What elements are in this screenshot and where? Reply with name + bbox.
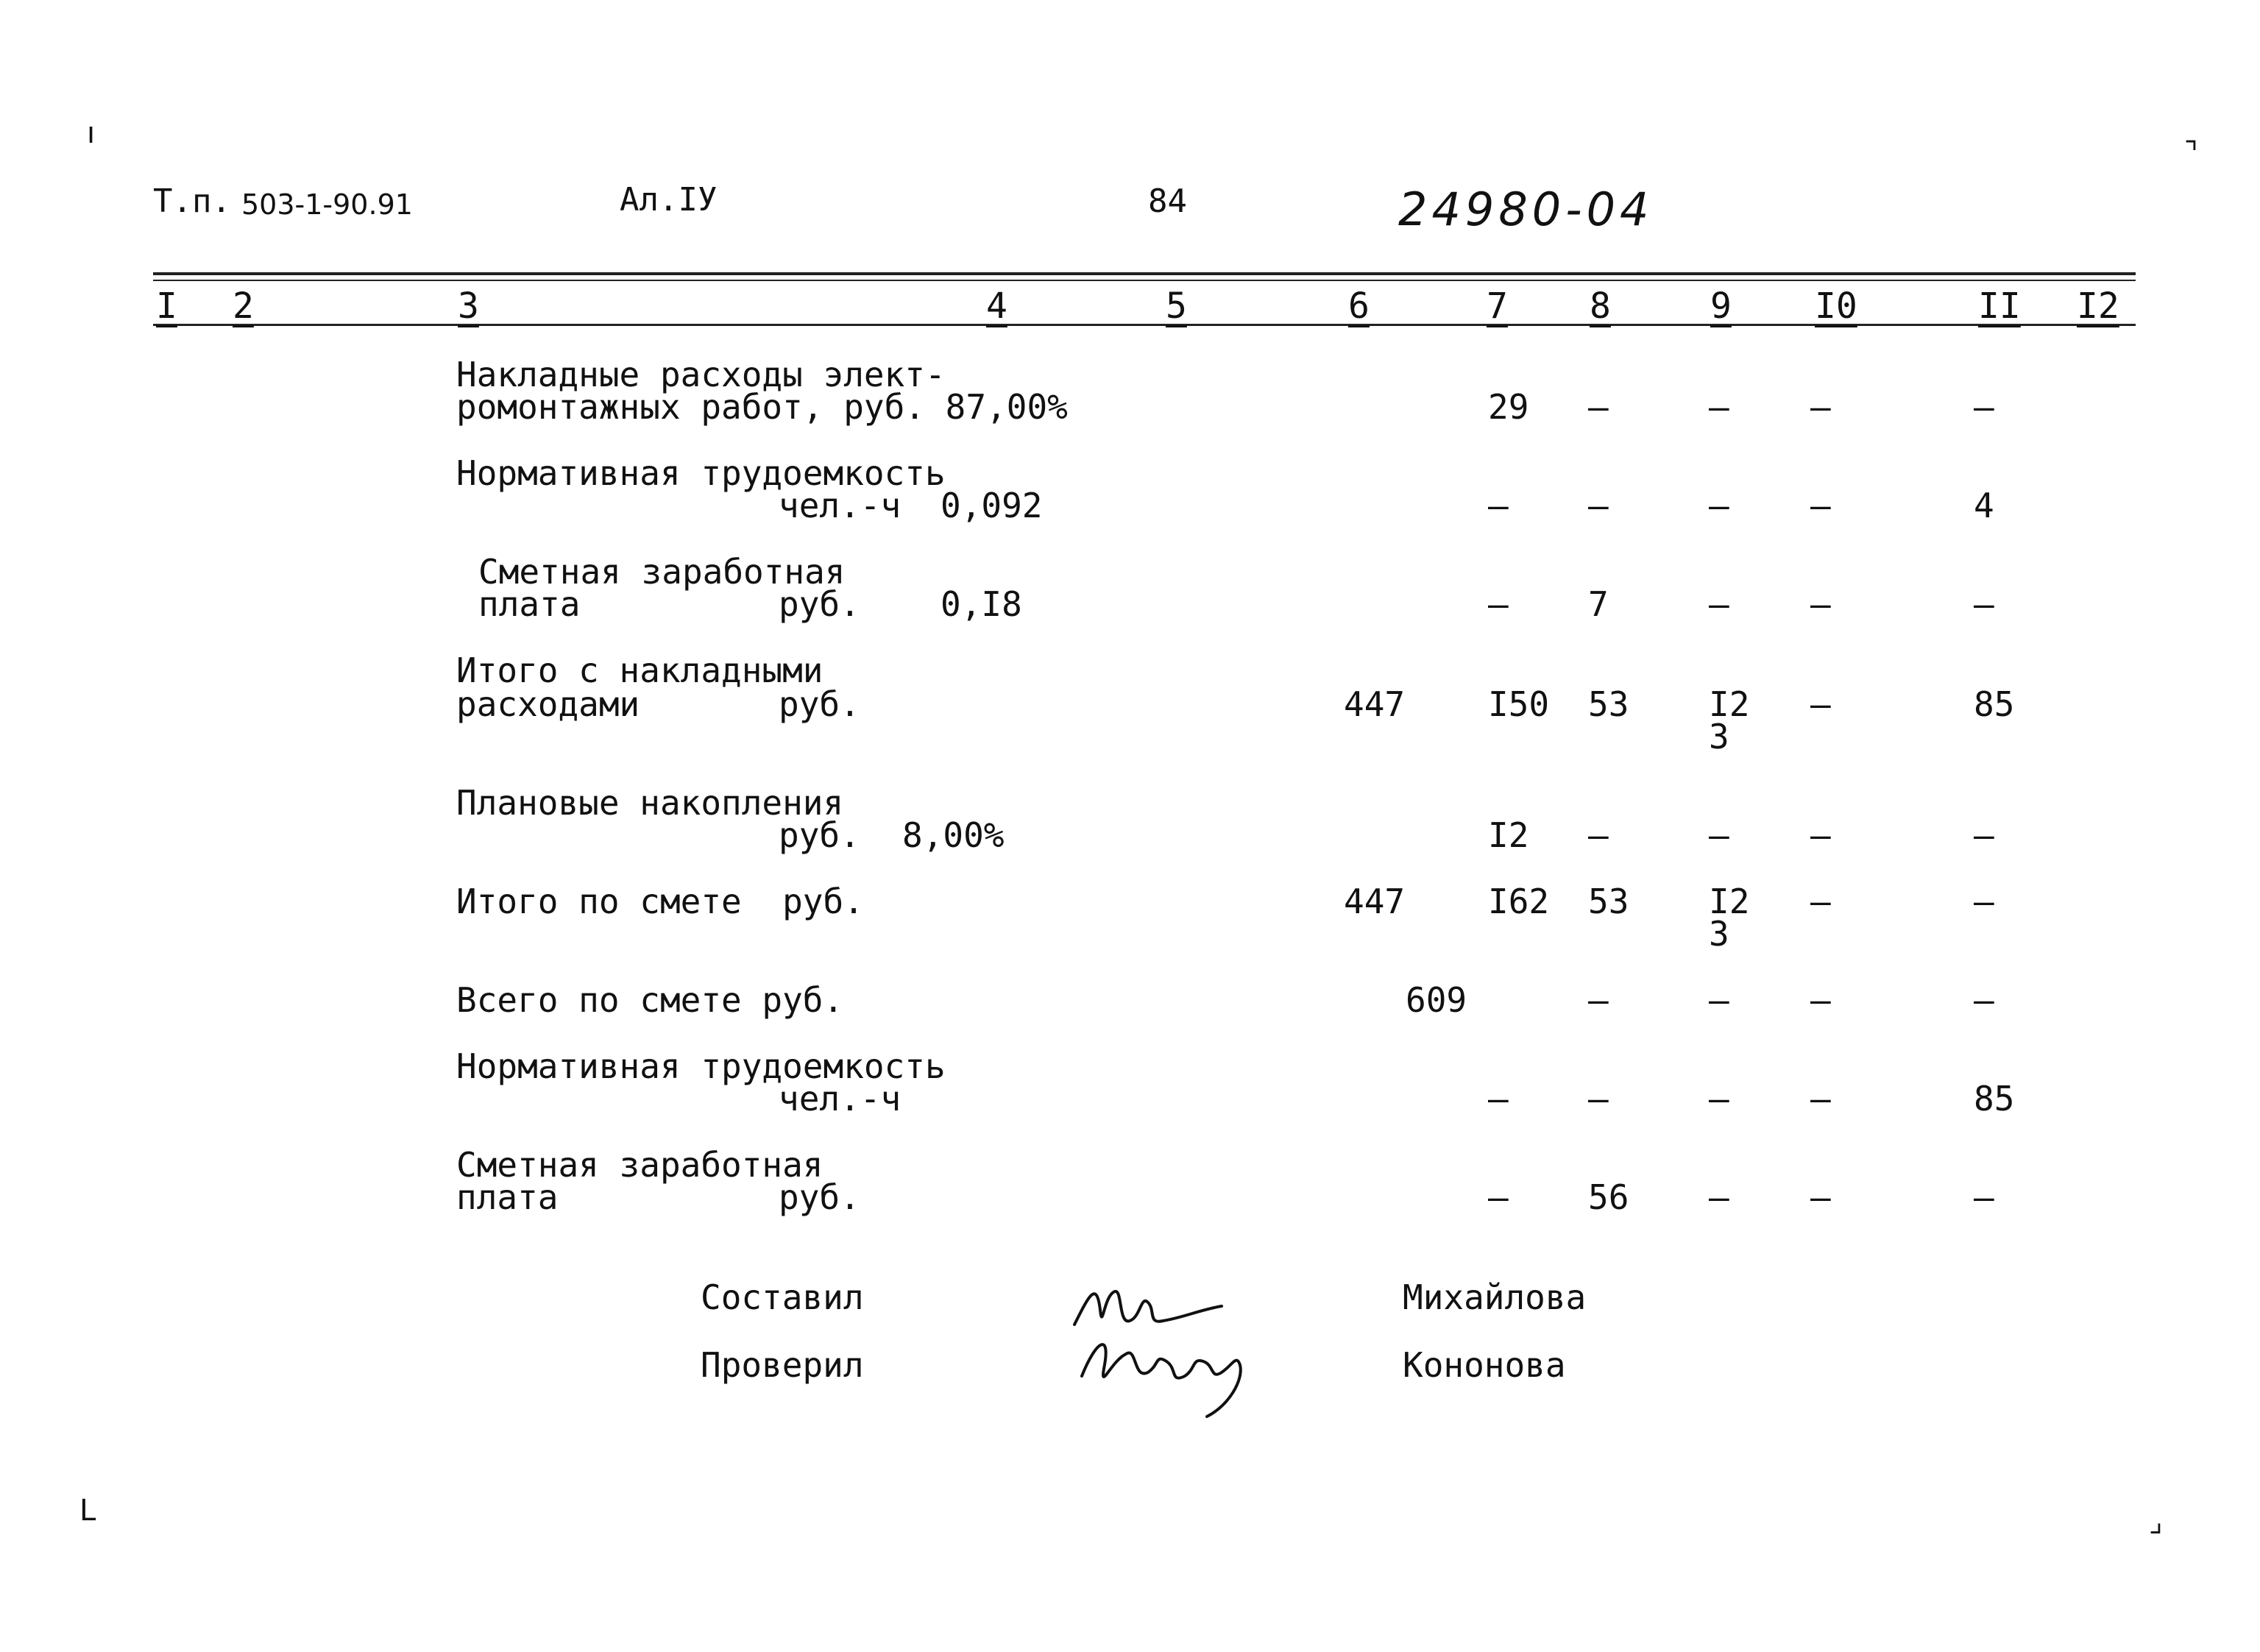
- col10-value: –: [1810, 980, 1831, 1020]
- col10-value: –: [1810, 1079, 1831, 1119]
- col8-value: –: [1588, 815, 1609, 855]
- signature-compiled: [1060, 1251, 1280, 1420]
- col10-value: –: [1810, 882, 1831, 921]
- row-label: плата: [456, 1177, 559, 1217]
- col8-value: 53: [1588, 882, 1629, 921]
- col9-value: –: [1709, 1079, 1729, 1119]
- col9-value: –: [1709, 1177, 1729, 1217]
- row-unit: руб.: [779, 584, 860, 624]
- col10-value: –: [1810, 684, 1831, 724]
- col8-value: –: [1588, 980, 1609, 1020]
- row-label: Итого с накладными: [456, 650, 823, 690]
- col9-value: –: [1709, 980, 1729, 1020]
- row-unit: чел.-ч: [779, 1079, 901, 1119]
- row-unit: руб.: [779, 1177, 860, 1217]
- table-top-rule-inner: [153, 280, 2136, 281]
- col11-value: –: [1974, 1177, 1994, 1217]
- table-top-rule: [153, 272, 2136, 275]
- col11-value: 85: [1974, 1079, 2015, 1119]
- col8-value: –: [1588, 486, 1609, 525]
- row-label: Нормативная трудоемкость: [456, 1046, 946, 1086]
- col11-value: 4: [1974, 486, 1994, 525]
- col4-value: 8,00%: [902, 815, 1005, 855]
- col6-value: 447: [1344, 684, 1406, 724]
- column-number: II: [1978, 286, 2021, 327]
- col11-value: –: [1974, 387, 1994, 427]
- row-label: Нормативная трудоемкость: [456, 453, 946, 493]
- col10-value: –: [1810, 1177, 1831, 1217]
- col11-value: –: [1974, 815, 1994, 855]
- col7-value: –: [1488, 486, 1509, 525]
- col8-value: –: [1588, 1079, 1609, 1119]
- col9-value-wrap: 3: [1709, 717, 1729, 756]
- col7-value: 29: [1488, 387, 1529, 427]
- doc-code-hand: 503-1-90.91: [241, 188, 413, 221]
- col11-value: –: [1974, 882, 1994, 921]
- doc-code: Т.п.: [153, 182, 231, 220]
- column-number: 9: [1710, 286, 1732, 327]
- col7-value: I50: [1488, 684, 1550, 724]
- col9-value: –: [1709, 815, 1729, 855]
- col6-value: 447: [1344, 882, 1406, 921]
- column-number: 7: [1487, 286, 1508, 327]
- checked-label: Проверил: [701, 1345, 864, 1385]
- col7-value: –: [1488, 1079, 1509, 1119]
- col10-value: –: [1810, 815, 1831, 855]
- col10-value: –: [1810, 387, 1831, 427]
- row-label: Накладные расходы элект-: [456, 355, 946, 394]
- row-label: ромонтажных работ, руб. 87,00%: [456, 387, 1068, 427]
- column-number: I0: [1815, 286, 1857, 327]
- col8-value: 7: [1588, 584, 1609, 624]
- col9-value: –: [1709, 387, 1729, 427]
- col10-value: –: [1810, 584, 1831, 624]
- row-label: Итого по смете руб.: [456, 882, 864, 921]
- col8-value: 56: [1588, 1177, 1629, 1217]
- column-number: 2: [233, 286, 254, 327]
- page-number: 84: [1148, 182, 1187, 220]
- col7-value: I62: [1488, 882, 1550, 921]
- col4-value: 0,I8: [941, 584, 1022, 624]
- row-unit: руб.: [779, 684, 860, 724]
- col9-value: I2: [1709, 882, 1750, 921]
- album-label: Ал.IУ: [620, 181, 718, 219]
- col11-value: –: [1974, 980, 1994, 1020]
- column-number: 8: [1590, 286, 1611, 327]
- col9-value: –: [1709, 584, 1729, 624]
- row-label: Плановые накопления: [456, 783, 844, 823]
- compiled-name: Михайлова: [1403, 1277, 1587, 1317]
- row-unit: чел.-ч: [779, 486, 901, 525]
- corner-mark-bottom-left: L: [79, 1494, 96, 1528]
- col8-value: –: [1588, 387, 1609, 427]
- row-label: Сметная заработная: [456, 1145, 823, 1185]
- compiled-label: Составил: [701, 1277, 864, 1317]
- col9-value: I2: [1709, 684, 1750, 724]
- column-number: 6: [1348, 286, 1370, 327]
- col7-value: I2: [1488, 815, 1529, 855]
- col11-value: 85: [1974, 684, 2015, 724]
- column-number: I: [156, 286, 177, 327]
- corner-mark-top-right: ⌝: [2184, 136, 2198, 170]
- col7-value: –: [1488, 1177, 1509, 1217]
- inventory-number: 24980-04: [1398, 182, 1654, 236]
- col6-value: 609: [1406, 980, 1467, 1020]
- row-label: Сметная заработная: [478, 552, 846, 592]
- col10-value: –: [1810, 486, 1831, 525]
- column-number: 5: [1166, 286, 1187, 327]
- col11-value: –: [1974, 584, 1994, 624]
- checked-name: Кононова: [1403, 1345, 1566, 1385]
- row-label: Всего по смете руб.: [456, 980, 844, 1020]
- column-number: I2: [2077, 286, 2119, 327]
- col9-value-wrap: 3: [1709, 914, 1729, 954]
- row-label: расходами: [456, 684, 640, 724]
- col4-value: 0,092: [941, 486, 1043, 525]
- column-number: 4: [986, 286, 1007, 327]
- col8-value: 53: [1588, 684, 1629, 724]
- col7-value: –: [1488, 584, 1509, 624]
- col9-value: –: [1709, 486, 1729, 525]
- row-unit: руб.: [779, 815, 860, 855]
- corner-mark-bottom-right: ⌟: [2149, 1505, 2163, 1539]
- column-number: 3: [458, 286, 479, 327]
- corner-mark-top-left: ı: [87, 116, 96, 150]
- row-label: плата: [478, 584, 581, 624]
